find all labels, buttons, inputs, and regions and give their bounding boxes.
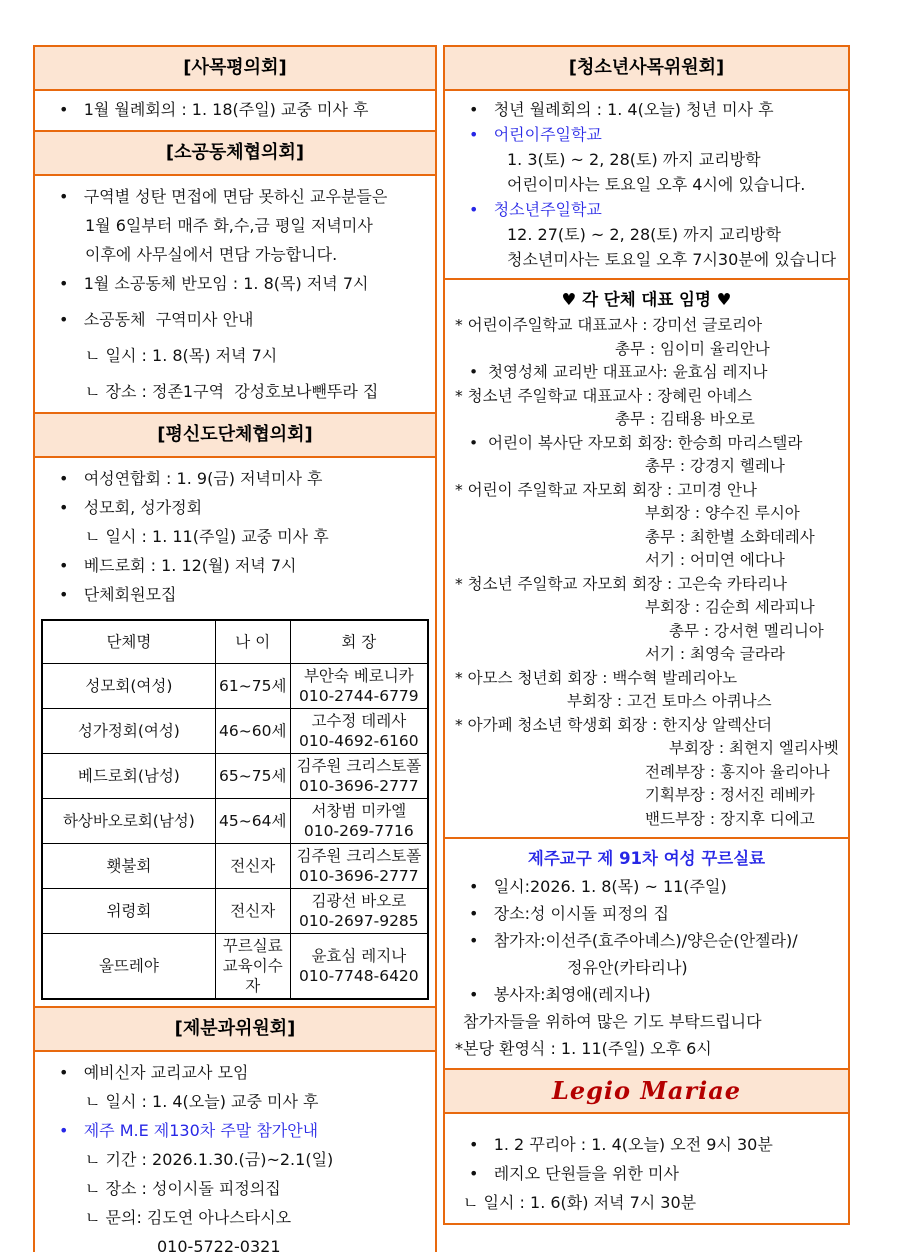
text-line: 총무 : 강서현 멜리니아 [669, 621, 824, 640]
leader-name: 김주원 크리스토폴 [296, 847, 422, 865]
section-title: [제분과위원회] [174, 1018, 296, 1039]
text-line: * 아가페 청소년 학생회 회장 : 한지상 알렉산더 [455, 715, 772, 734]
table-cell-age: 61~75세 [216, 664, 291, 708]
text-line: • 구역별 성탄 면접에 면담 못하신 교우분들은 [59, 187, 388, 206]
text-line: ㄴ 장소 : 성이시돌 피정의집 [85, 1179, 281, 1198]
table-cell-age: 46~60세 [216, 709, 291, 753]
table-cell-group-name: 하상바오로회(남성) [43, 799, 216, 843]
text-line: 부회장 : 고건 토마스 아퀴나스 [567, 692, 772, 710]
text-line: 정유안(카타리나) [567, 958, 688, 977]
text-line: 전례부장 : 홍지아 율리아나 [645, 762, 830, 781]
text-line: 1월 6일부터 매주 화,수,금 평일 저녁미사 [85, 216, 373, 235]
text-line: * 아모스 청년회 회장 : 백수혁 발레리아노 [455, 668, 738, 687]
text-line: • 청년 월례회의 : 1. 4(오늘) 청년 미사 후 [469, 100, 774, 119]
section-body-cursillo [443, 837, 850, 1070]
text-line: 부회장 : 최현지 엘리사벳 [669, 739, 839, 757]
table-header-age: 나 이 [216, 621, 291, 663]
table-cell-group-name: 성모회(여성) [43, 664, 216, 708]
text-line: 서기 : 어미연 에다나 [645, 551, 785, 569]
leader-phone: 010-7748-6420 [298, 967, 419, 985]
text-line: • 장소:성 이시돌 피정의 집 [469, 904, 669, 923]
table-cell-age: 전신자 [216, 889, 291, 933]
text-line: • 레지오 단원들을 위한 미사 [469, 1164, 679, 1183]
text-line: ㄴ 장소 : 정존1구역 강성호보나뺀뚜라 집 [85, 382, 379, 401]
leader-phone: 010-4692-6160 [298, 732, 419, 750]
leader-name: 김주원 크리스토폴 [296, 757, 422, 775]
table-row [43, 798, 427, 843]
text-line: 참가자들을 위하여 많은 기도 부탁드립니다 [463, 1012, 762, 1031]
table-row [43, 843, 427, 888]
section-header-small-community-council [33, 130, 437, 176]
table-cell-group-name: 성가정회(여성) [43, 709, 216, 753]
section-body-legio-mariae [443, 1112, 850, 1225]
text-line: • 청소년주일학교 [469, 200, 602, 219]
leader-phone: 010-2697-9285 [298, 912, 419, 930]
text-line: • 1. 2 꾸리아 : 1. 4(오늘) 오전 9시 30분 [469, 1135, 773, 1154]
section-body-small-community-council [33, 174, 437, 414]
text-line: ㄴ 일시 : 1. 8(목) 저녁 7시 [85, 346, 278, 365]
text-line: 1. 3(토) ~ 2, 28(토) 까지 교리방학 [507, 150, 761, 169]
text-line: • 1월 월례회의 : 1. 18(주일) 교중 미사 후 [59, 100, 369, 119]
table-cell-leader [291, 709, 427, 753]
table-row [43, 663, 427, 708]
text-line: * 청소년 주일학교 자모회 회장 : 고은숙 카타리나 [455, 574, 787, 593]
text-line: ㄴ 일시 : 1. 4(오늘) 교중 미사 후 [85, 1092, 319, 1111]
text-line: 부회장 : 김순희 세라피나 [645, 598, 815, 616]
text-line: • 어린이주일학교 [469, 125, 602, 144]
table-row [43, 933, 427, 998]
leader-name: 윤효심 레지나 [311, 947, 407, 965]
leader-name: 고수정 데레사 [311, 712, 407, 730]
text-line: 부회장 : 양수진 루시아 [645, 504, 800, 522]
table-cell-leader [291, 754, 427, 798]
text-line: * 청소년 주일학교 대표교사 : 장혜린 아녜스 [455, 386, 753, 405]
text-line: • 참가자:이선주(효주아녜스)/양은순(안젤라)/ [469, 931, 798, 950]
text-line: 총무 : 김태용 바오로 [615, 410, 755, 428]
leader-name: 서창범 미카엘 [311, 802, 407, 820]
section-header-youth-pastoral-committee [443, 45, 850, 91]
left-column [33, 45, 437, 1252]
table-row [43, 708, 427, 753]
table-cell-age: 꾸르실료 교육이수자 [216, 934, 291, 998]
text-line: 총무 : 최한별 소화데레사 [645, 527, 815, 546]
table-cell-group-name: 베드로회(남성) [43, 754, 216, 798]
text-line: *본당 환영식 : 1. 11(주일) 오후 6시 [455, 1039, 712, 1058]
table-header-leader: 회 장 [341, 633, 377, 651]
text-line: • 첫영성체 교리반 대표교사: 윤효심 레지나 [469, 363, 768, 381]
text-line: • 성모회, 성가정회 [59, 498, 203, 517]
section-header-lay-association-council [33, 412, 437, 458]
leader-phone: 010-3696-2777 [298, 867, 419, 885]
right-column [443, 45, 850, 1225]
text-line: • 베드로회 : 1. 12(월) 저녁 7시 [59, 556, 297, 575]
text-line: ㄴ 기간 : 2026.1.30.(금)~2.1(일) [85, 1150, 334, 1169]
leader-name: 김광선 바오로 [311, 892, 407, 910]
text-line: • 일시:2026. 1. 8(목) ~ 11(주일) [469, 877, 727, 896]
table-cell-age: 45~64세 [216, 799, 291, 843]
text-line: 총무 : 임이미 율리안나 [615, 339, 770, 358]
section-body-subcommittees [33, 1050, 437, 1252]
text-line: • 제주 M.E 제130차 주말 참가안내 [59, 1121, 319, 1140]
table-cell-group-name: 횃불회 [43, 844, 216, 888]
table-cell-leader [291, 889, 427, 933]
table-cell-group-name: 울뜨레야 [43, 934, 216, 998]
section-header-subcommittees [33, 1006, 437, 1052]
member-recruitment-table [41, 619, 429, 1000]
table-cell-age: 전신자 [216, 844, 291, 888]
table-cell-leader [291, 799, 427, 843]
section-body-group-representative-appointments [443, 278, 850, 839]
leader-phone: 010-3696-2777 [298, 777, 419, 795]
cursillo-title: 제주교구 제 91차 여성 꾸르실료 [527, 849, 766, 868]
leader-phone: 010-269-7716 [303, 822, 414, 840]
table-cell-leader [291, 844, 427, 888]
text-line: * 어린이 주일학교 자모회 회장 : 고미경 안나 [455, 480, 758, 499]
text-line: • 여성연합회 : 1. 9(금) 저녁미사 후 [59, 469, 323, 488]
text-line: * 어린이주일학교 대표교사 : 강미선 글로리아 [455, 316, 763, 334]
appointments-title: ♥ 각 단체 대표 임명 ♥ [561, 290, 732, 309]
table-header-group: 단체명 [43, 621, 216, 663]
text-line: • 1월 소공동체 반모임 : 1. 8(목) 저녁 7시 [59, 274, 369, 293]
text-line: • 봉사자:최영애(레지나) [469, 985, 651, 1004]
table-cell-leader [291, 934, 427, 998]
section-title: Legio Mariae [551, 1076, 742, 1105]
text-line: • 어린이 복사단 자모회 회장: 한승희 마리스텔라 [469, 433, 803, 452]
section-body-pastoral-council [33, 89, 437, 132]
table-cell-group-name: 위령회 [43, 889, 216, 933]
text-line: ㄴ 문의: 김도연 아나스타시오 [85, 1208, 292, 1227]
text-line: 12. 27(토) ~ 2, 28(토) 까지 교리방학 [507, 225, 781, 244]
text-line: 서기 : 최영숙 글라라 [645, 645, 785, 663]
section-title: [평신도단체협의회] [157, 424, 313, 445]
section-header-pastoral-council [33, 45, 437, 91]
table-row [43, 753, 427, 798]
section-body-lay-association-council [33, 456, 437, 1008]
table-cell-age: 65~75세 [216, 754, 291, 798]
text-line: 청소년미사는 토요일 오후 7시30분에 있습니다 [507, 250, 837, 269]
section-title: [사목평의회] [183, 57, 287, 78]
table-row [43, 888, 427, 933]
text-line: ㄴ 일시 : 1. 6(화) 저녁 7시 30분 [463, 1193, 697, 1212]
leader-name: 부안숙 베로니카 [303, 667, 414, 685]
text-line: 총무 : 강경지 헬레나 [645, 457, 785, 475]
table-header-row [43, 621, 427, 663]
text-line: 어린이미사는 토요일 오후 4시에 있습니다. [507, 175, 806, 194]
section-title: [청소년사목위원회] [568, 57, 725, 78]
section-header-legio-mariae [443, 1068, 850, 1114]
table-cell-leader [291, 664, 427, 708]
text-line: • 소공동체 구역미사 안내 [59, 310, 254, 329]
text-line: 이후에 사무실에서 면담 가능합니다. [85, 245, 338, 264]
text-line: 기획부장 : 정서진 레베카 [645, 786, 815, 804]
section-title: [소공동체협의회] [165, 142, 305, 163]
text-line: 밴드부장 : 장지후 디에고 [645, 809, 815, 828]
text-line: 010-5722-0321 [157, 1237, 281, 1252]
text-line: • 예비신자 교리교사 모임 [59, 1063, 249, 1082]
text-line: • 단체회원모집 [59, 585, 177, 604]
leader-phone: 010-2744-6779 [298, 687, 419, 705]
text-line: ㄴ 일시 : 1. 11(주일) 교중 미사 후 [85, 527, 329, 546]
section-body-youth-pastoral-committee [443, 89, 850, 280]
